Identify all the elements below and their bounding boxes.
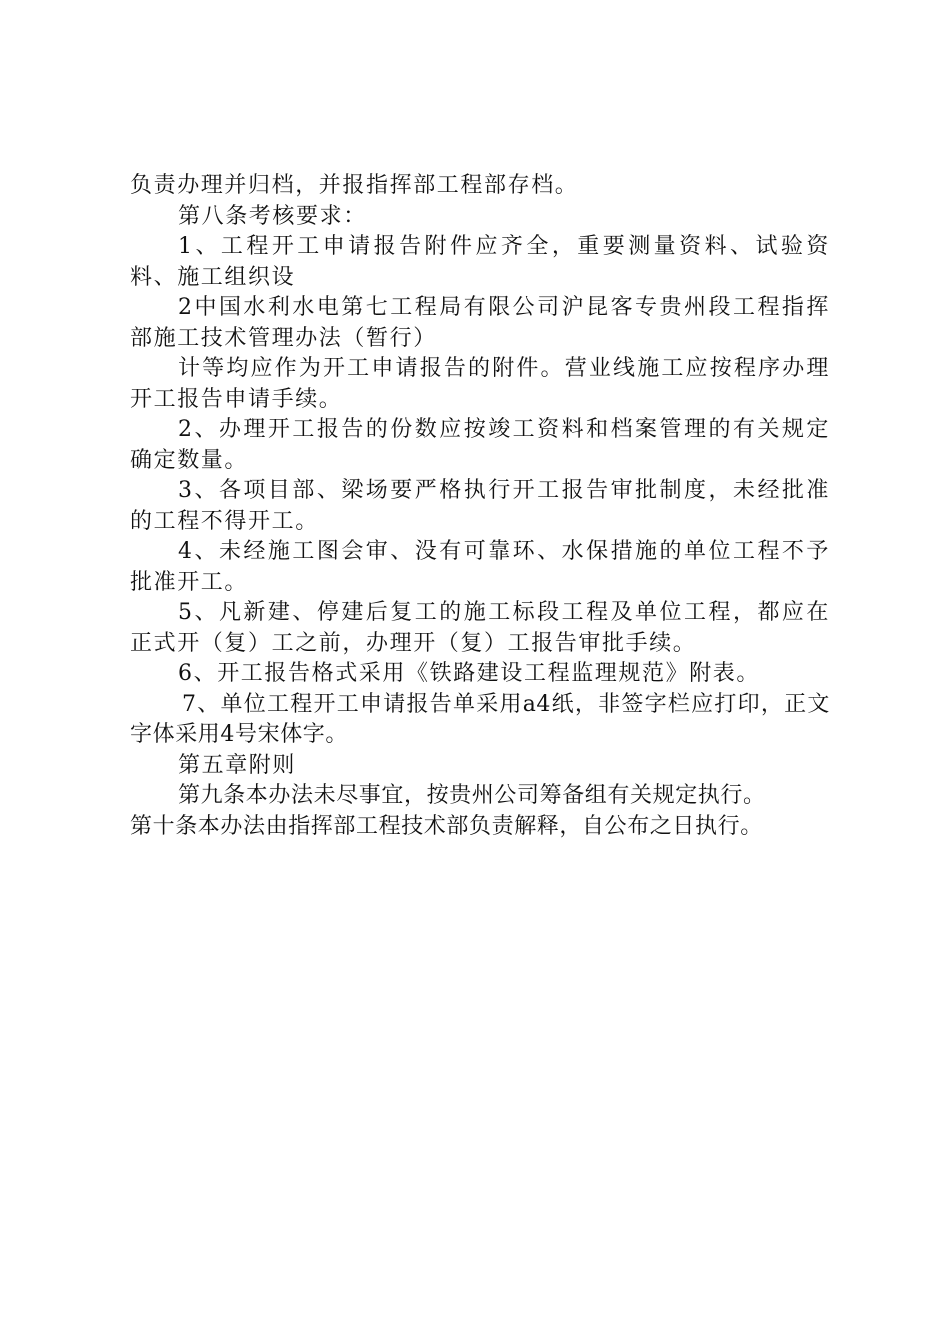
requirement-item-6: 6、开工报告格式采用《铁路建设工程监理规范》附表。	[178, 661, 760, 686]
article-nine: 第九条本办法未尽事宜，按贵州公司筹备组有关规定执行。	[178, 783, 766, 808]
paragraph-archive: 负责办理并归档，并报指挥部工程部存档。	[130, 173, 579, 198]
requirement-item-4: 4、未经施工图会审、没有可靠环、水保措施的单位工程不予批准开工。	[130, 539, 830, 595]
page-footer-line: 2中国水利水电第七工程局有限公司沪昆客专贵州段工程指挥部施工技术管理办法（暂行）	[130, 295, 830, 351]
requirement-item-1: 1、工程开工申请报告附件应齐全，重要测量资料、试验资料、施工组织设	[130, 234, 830, 290]
article-eight-heading: 第八条考核要求：	[178, 203, 367, 229]
document-body	[130, 171, 830, 842]
requirement-item-7: 7、单位工程开工申请报告单采用a4纸，非签字栏应打印，正文字体采用4号宋体字。	[130, 691, 830, 747]
requirement-item-5: 5、凡新建、停建后复工的施工标段工程及单位工程，都应在正式开（复）工之前，办理开（复）工报告审批手续。	[130, 600, 830, 656]
requirement-item-3: 3、各项目部、梁场要严格执行开工报告审批制度，未经批准的工程不得开工。	[130, 478, 830, 534]
requirement-item-1-continued: 计等均应作为开工申请报告的附件。营业线施工应按程序办理开工报告申请手续。	[130, 356, 830, 412]
chapter-five-heading: 第五章附则	[178, 752, 297, 778]
requirement-item-2: 2、办理开工报告的份数应按竣工资料和档案管理的有关规定确定数量。	[130, 417, 830, 473]
article-ten: 第十条本办法由指挥部工程技术部负责解释，自公布之日执行。	[130, 813, 763, 839]
